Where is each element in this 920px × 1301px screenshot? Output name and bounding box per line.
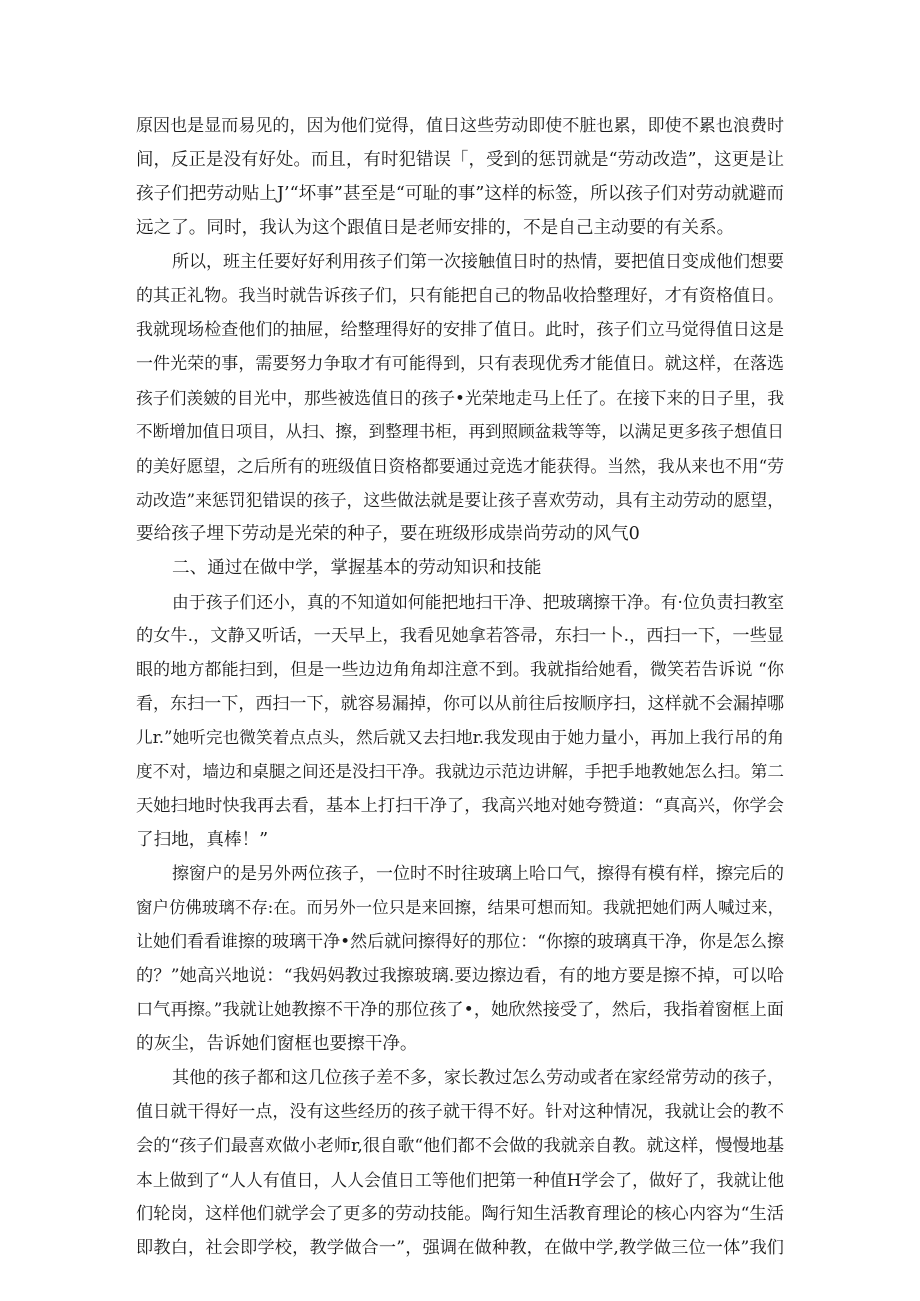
paragraph-line: 儿r.”她听完也微笑着点点头，然后就又去扫地r.我发现由于她力量小，再加上我行吊的角 — [136, 728, 784, 747]
paragraph-line: 远之了。同时，我认为这个跟值日是老师安排的，不是自己主动要的有关系。 — [136, 218, 735, 238]
paragraph-line: 即教白，社会即学校，教学做合一”，强调在做种教，在做中学,教学做三位一体”我们 — [136, 1238, 784, 1258]
paragraph-line: 的？”她高兴地说：“我妈妈教过我擦玻璃.要边擦边看，有的地方要是擦不掉，可以哈 — [136, 966, 784, 986]
paragraph-line: 看，东扫一下，西扫一下，就容易漏掉，你可以从前往后按顺序扫，这样就不会漏掉哪 — [136, 694, 784, 714]
paragraph-line: 了扫地，真棒！” — [136, 830, 269, 850]
paragraph-line: 会的“孩子们最喜欢做小老师r,很自歌“他们都不会做的我就亲自教。就这样，慢慢地基 — [136, 1136, 784, 1156]
paragraph-line: 要给孩子埋下劳动是光荣的种子，要在班级形成崇尚劳动的风气0 — [136, 524, 640, 544]
paragraph-line: 的其正礼物。我当时就告诉孩子们，只有能把自己的物品收拾整理好，才有资格值日。 — [136, 286, 784, 306]
paragraph-line: 本上做到了“人人有值日，人人会值日工等他们把第一种值H学会了，做好了，我就让他 — [136, 1170, 784, 1190]
paragraph-line: 的灰尘，告诉她们窗框也要擦干净。 — [136, 1034, 418, 1054]
paragraph-line: 窗户仿佛玻璃不存:在。而另外一位只是来回擦，结果可想而知。我就把她们两人喊过来， — [136, 898, 784, 917]
paragraph-line: 的女牛.，文静又听话，一天早上，我看见她拿若答帚，东扫一卜.，西扫一下，一些显 — [136, 626, 784, 646]
paragraph-line: 其他的孩子都和这几位孩子差不多，家长教过怎么劳动或者在家经常劳动的孩子， — [172, 1068, 784, 1088]
paragraph-line: 我就现场检查他们的抽屉，给整理得好的安排了值日。此时，孩子们立马觉得值日这是 — [136, 320, 784, 340]
paragraph-line: 动改造”来惩罚犯错误的孩子，这些做法就是要让孩子喜欢劳动，具有主动劳动的愿望， — [136, 490, 784, 510]
paragraph-line: 天她扫地时快我再去看，基本上打扫干净了，我高兴地对她夸赞道：“真高兴，你学会 — [136, 796, 784, 816]
paragraph-line: 值日就干得好一点，没有这些经历的孩子就干得不好。针对这种情况，我就让会的教不 — [136, 1102, 784, 1122]
paragraph-line: 口气再擦。”我就让她教擦不干净的那位孩了•，她欣然接受了，然后，我指着窗框上面 — [136, 1000, 784, 1020]
paragraph-line: 原因也是显而易见的，因为他们觉得，值日这些劳动即使不脏也累，即使不累也浪费时 — [136, 116, 784, 136]
paragraph-line: 间，反正是没有好处。而且，有时犯错误「，受到的惩罚就是“劳动改造”，这更是让 — [136, 150, 784, 170]
paragraph-line: 一件光荣的事，需要努力争取才有可能得到，只有表现优秀才能值日。就这样，在落选 — [136, 354, 784, 374]
paragraph-line: 让她们看看谁擦的玻璃干净•然后就问擦得好的那位：“你擦的玻璃真干净，你是怎么擦 — [136, 932, 784, 952]
section-heading: 二、通过在做中学，掌握基本的劳动知识和技能 — [172, 558, 542, 578]
paragraph-line: 孩子们把劳动贴上J’“坏事”甚至是“可耻的事”这样的标签，所以孩子们对劳动就避而 — [136, 184, 784, 204]
paragraph-line: 所以，班主任要好好利用孩子们第一次接触值日时的热情，要把值日变成他们想要 — [172, 252, 784, 272]
paragraph-line: 们轮岗，这样他们就学会了更多的劳动技能。陶行知生活教育理论的核心内容为“生活 — [136, 1204, 784, 1224]
paragraph-line: 孩子们羡皴的目光中，那些被选值日的孩子•光荣地走马上任了。在接下来的日子里，我 — [136, 388, 784, 408]
paragraph-line: 眼的地方都能扫到，但是一些边边角角却注意不到。我就指给她看，微笑若告诉说 “你 — [136, 660, 784, 680]
paragraph-line: 由于孩子们还小，真的不知道如何能把地扫干净、把玻璃擦干净。有·位负责扫教室 — [172, 592, 784, 612]
paragraph-line: 度不对，墙边和桌腿之间还是没扫干净。我就边示范边讲解，手把手地教她怎么扫。第二 — [136, 762, 784, 781]
paragraph-line: 不断增加值日项目，从扫、擦，到整理书柜，再到照顾盆栽等等，以满足更多孩子想值日 — [136, 422, 784, 441]
paragraph-line: 的美好愿望，之后所有的班级值日资格都要通过竞选才能获得。当然，我从来也不用“劳 — [136, 456, 784, 476]
paragraph-line: 擦窗户的是另外两位孩子，一位时不时往玻璃上哈口气，擦得有模有样，擦完后的 — [172, 864, 784, 884]
